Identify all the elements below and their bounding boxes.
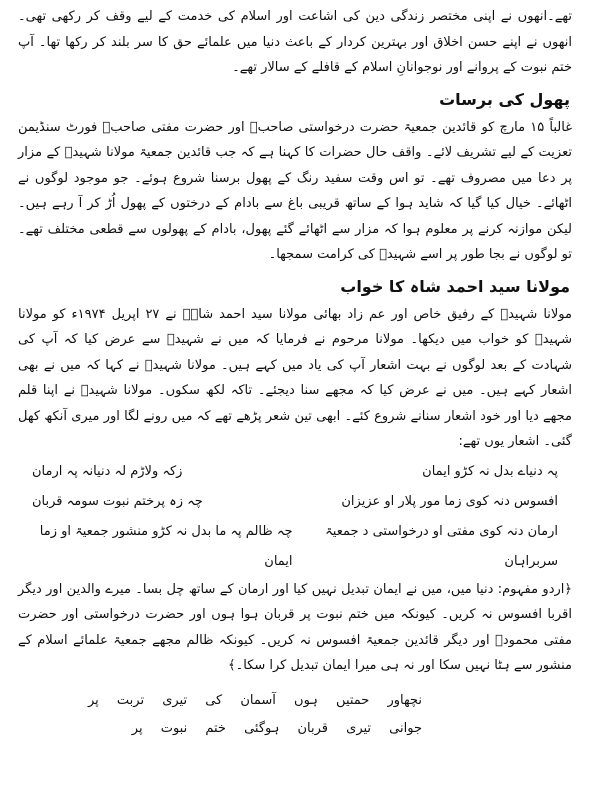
closing-verse-line: جوانی تیری قربان ہوگئی ختم نبوت پر — [131, 720, 422, 736]
poem-couplet — [18, 487, 572, 517]
poem-hemistich: پہ دنیاے بدل نہ کڑو ایمان — [422, 463, 558, 479]
poem-hemistich: زکہ ولاڑم لہ دنیانہ پہ ارمان — [32, 463, 183, 479]
poem-couplet — [18, 457, 572, 487]
closing-verse — [18, 687, 572, 743]
poem-hemistich: افسوس دنہ کوی زما مور پلار او عزیزان — [341, 493, 558, 509]
section-heading-dream: مولانا سید احمد شاہ کا خواب — [340, 276, 570, 296]
poem-hemistich: ارمان دنہ کوی مفتی او درخواستی د جمعیۃ سربراہان — [325, 523, 558, 569]
closing-verse-line: نچھاور حمتیں ہوں آسمان کی تیری تربت پر — [87, 692, 422, 708]
poem-couplet — [18, 517, 572, 577]
dream-paragraph: مولانا شہیدؒ کے رفیق خاص اور عم زاد بھائی مولانا سید احمد شاہؒ نے ۲۷ اپریل ۱۹۷۴ء کو مولانا شہیدؒ کو خواب میں دیکھا۔ مولانا مرحوم نے فرمایا کہ میں نے شہیدؒ سے عرض کیا کہ آپ کی شہادت کے بعد لوگوں نے بہت اشعار آپ کی یاد میں کہے ہیں۔ مولانا شہیدؒ نے کہا کہ میں نے بھی اشعار کہے ہیں۔ میں نے عرض کیا کہ مجھے سنا دیجئے۔ تاکہ لکھ سکوں۔ مولانا شہیدؒ نے اپنا قلم مجھے دیا اور خود اشعار سنانے شروع کئے۔ ابھی تین شعر پڑھے تھے کہ میں رونے لگا اور میری آنکھ کھل گئی۔ اشعار یوں تھے: — [18, 306, 572, 449]
flowers-paragraph: غالباً ۱۵ مارچ کو قائدین جمعیۃ حضرت درخواستی صاحبؒ اور حضرت مفتی صاحبؒ فورٹ سنڈیمن تعزیت کے لیے تشریف لائے۔ واقف حال حضرات کا کہنا ہے کہ جب قائدین جمعیۃ مولانا شہیدؒ کے مزار پر دعا میں مصروف تھے۔ تو اس وقت سفید رنگ کے پھول برسنا شروع ہوئے۔ جو موجود لوگوں نے اٹھائے۔ خیال کیا گیا کہ شاید ہوا کے ساتھ قریبی باغ سے بادام کے درختوں کے پھول اُڑ کر آ رہے ہیں۔ لیکن موازنہ کرنے پر معلوم ہوا کہ مزار سے اٹھائے گئے پھول، بادام کے پھولوں سے قطعی مختلف تھے۔ تو لوگوں نے بجا طور پر اسے شہیدؒ کی کرامت سمجھا۔ — [18, 119, 572, 262]
translation-paragraph: ﴿اردو مفہوم: دنیا میں، میں نے ایمان تبدیل نہیں کیا اور ارمان کے ساتھ چل بسا۔ میرے والدین اور دیگر اقربا افسوس نہ کریں۔ کیونکہ میں ختم نبوت پر قربان ہوا ہوں اور حضرت درخواستی اور حضرت مفتی محمودؒ اور دیگر قائدین جمعیۃ افسوس نہ کریں۔ کیونکہ ظالم مجھے جمعیۃ علمائے اسلام کے منشور سے ہٹا نہیں سکا اور نہ ہی میرا ایمان تبدیل کرا سکا۔﴾ — [18, 581, 572, 673]
poem-hemistich: چہ ظالم پہ ما بدل نہ کڑو منشور جمعیۃ او زما ایمان — [39, 523, 293, 569]
pashto-poem — [18, 457, 572, 577]
poem-hemistich: چہ زہ پرختم نبوت سومہ قربان — [32, 493, 203, 509]
section-heading-flowers: پھول کی برسات — [439, 89, 570, 109]
intro-paragraph: تھے۔انھوں نے اپنی مختصر زندگی دین کی اشاعت اور اسلام کی خدمت کے لیے وقف کر رکھی تھی۔ انھوں نے اپنے حسن اخلاق اور بہترین کردار کے باعث دنیا میں علمائے حق کا سر بلند کر رکھا تھا۔ آپ ختم نبوت کے پروانے اور نوجوانانِ اسلام کے قافلے کے سالار تھے۔ — [18, 9, 572, 75]
